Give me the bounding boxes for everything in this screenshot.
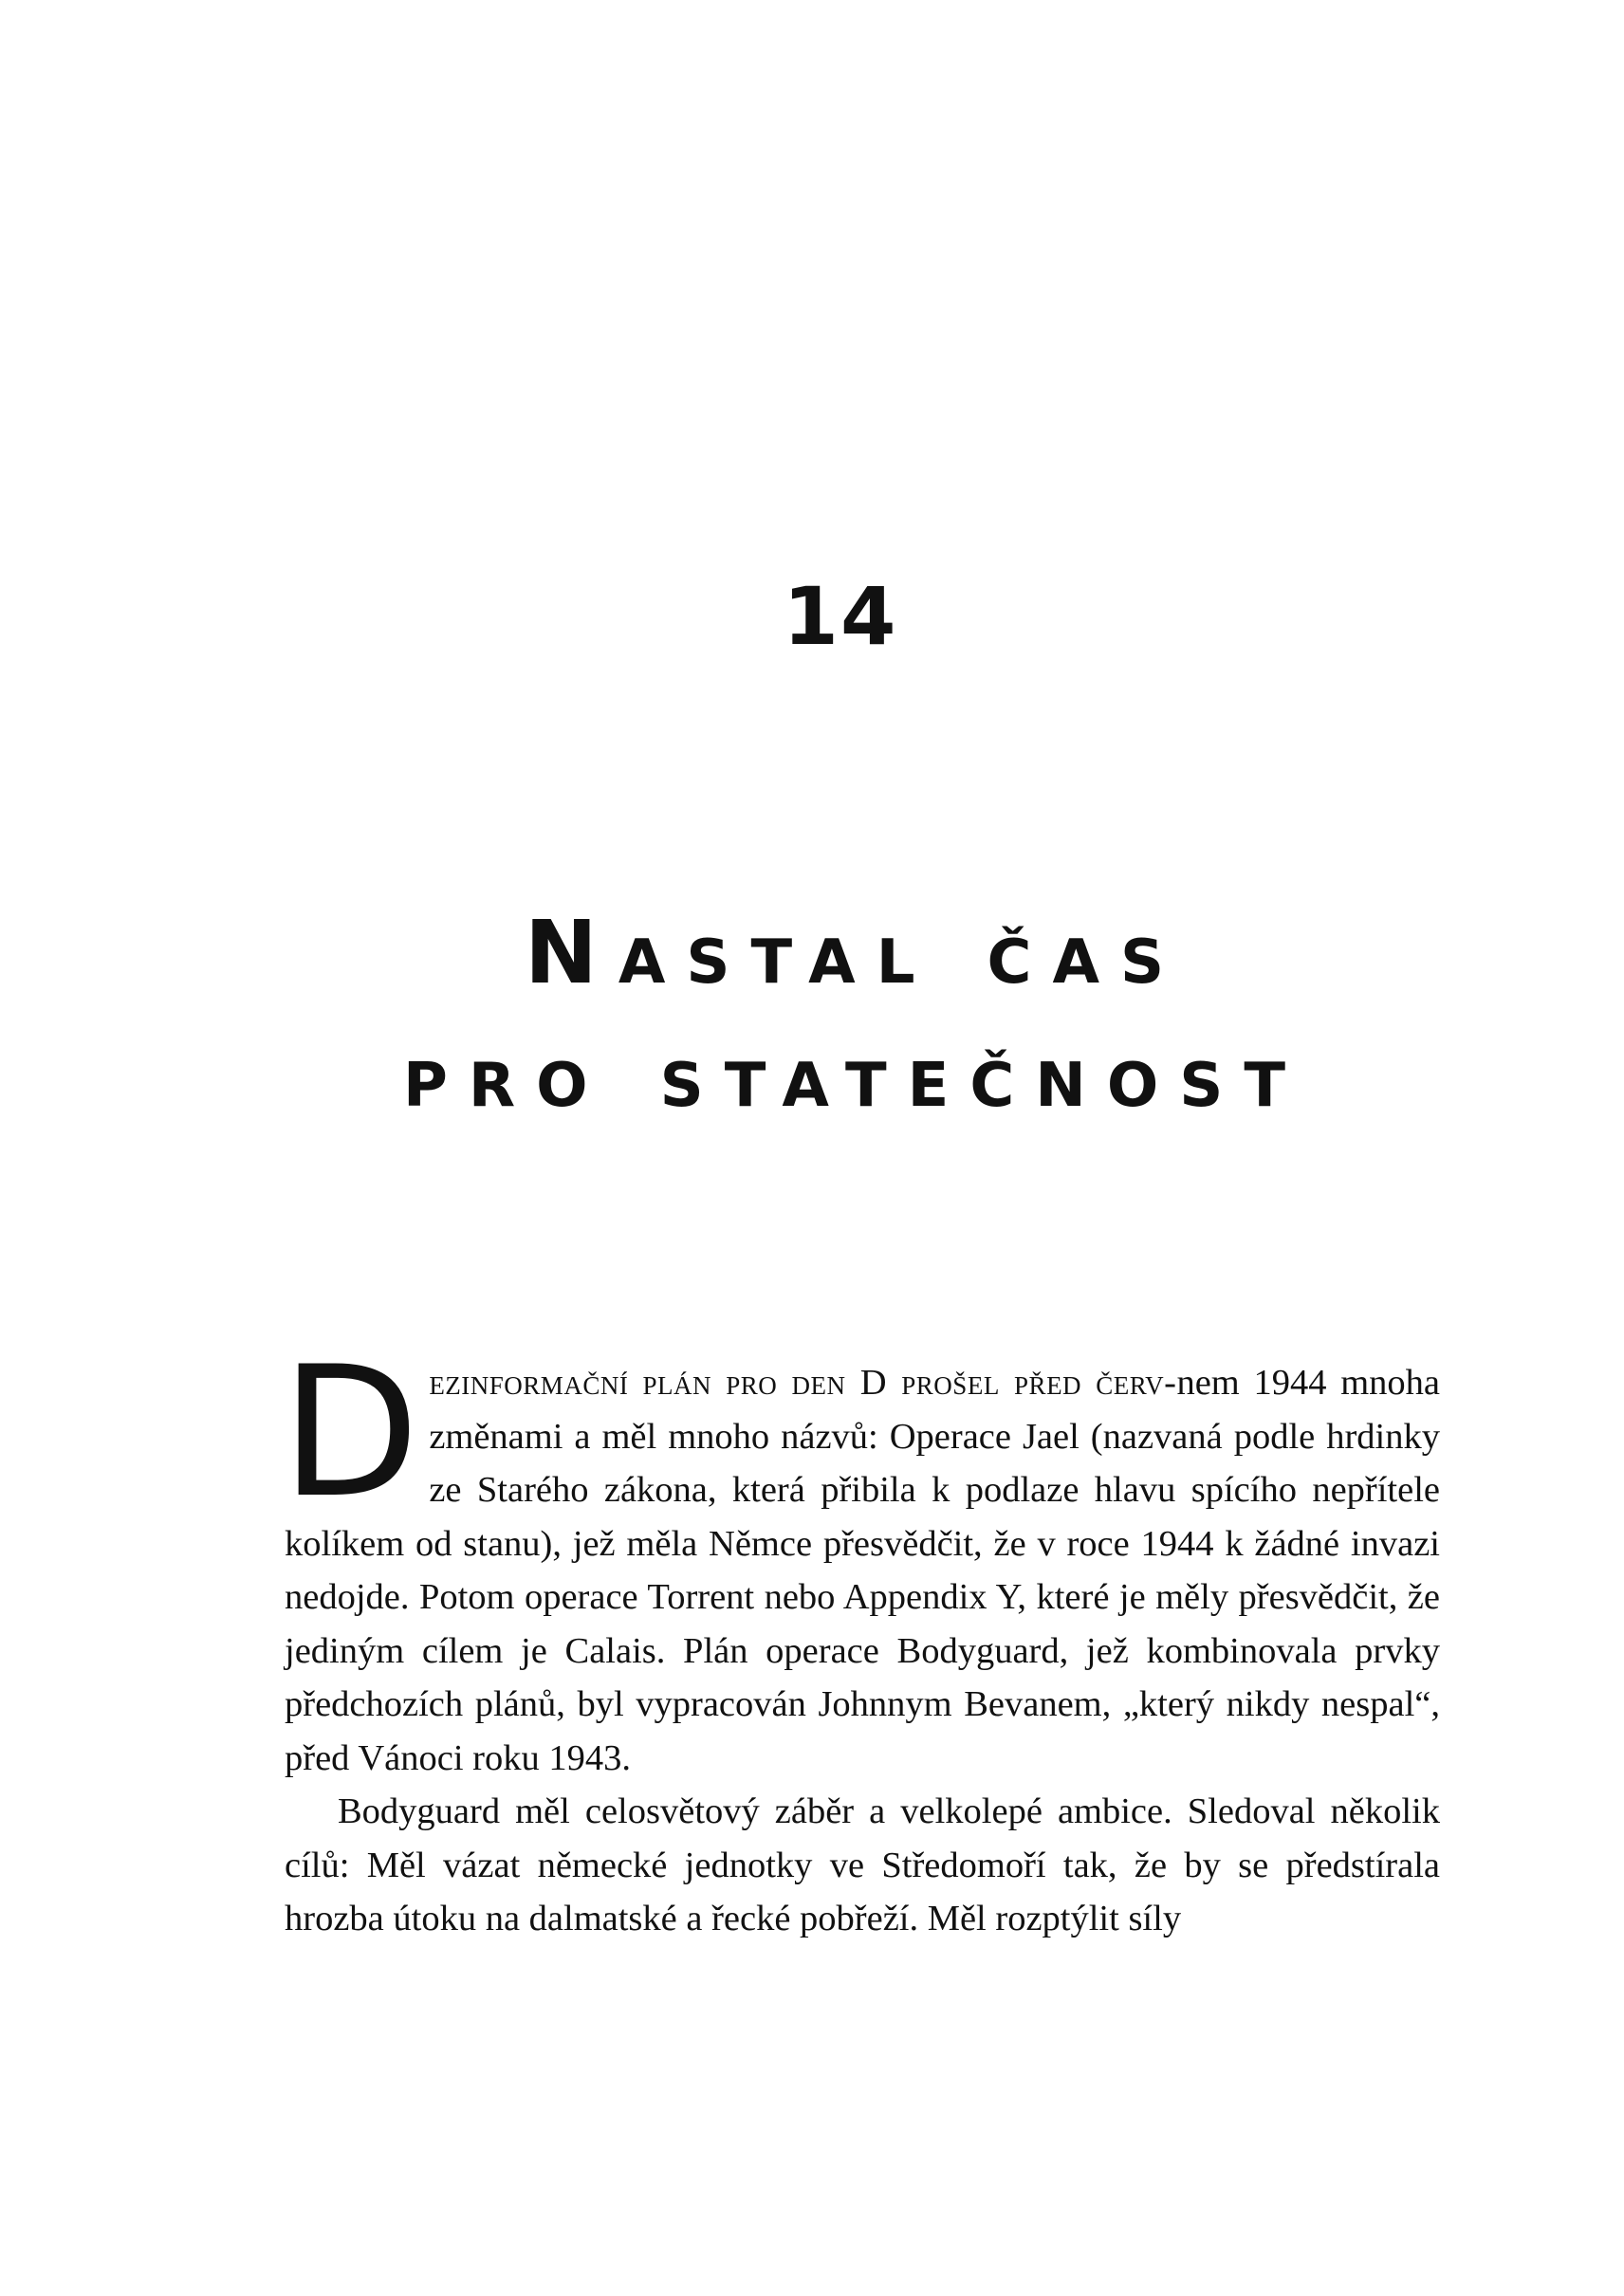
drop-cap: D	[281, 1328, 420, 1537]
chapter-body	[281, 1328, 1440, 1946]
chapter-title	[0, 891, 1624, 1138]
paragraph-1	[281, 1328, 1440, 1785]
chapter-title-line-2: pro statečnost	[402, 1025, 1307, 1127]
chapter-number: 14	[783, 570, 898, 663]
paragraph-lead-in: ezinformační plán pro den D prošel před červ-	[429, 1363, 1177, 1403]
paragraph-2: Bodyguard měl celosvětový záběr a velkolepé ambice. Sledoval několik cílů: Měl vázat německé jednotky ve Středomoří tak, že by se předstírala hrozba útoku na dalmatské a řecké pobřeží. Měl rozptýlit síly	[285, 1791, 1440, 1938]
chapter-title-line-1: Nastal čas	[524, 902, 1186, 1003]
paragraph-1-text: nem 1944 mnoha změnami a měl mnoho názvů: Operace Jael (nazvaná podle hrdinky ze Starého zákona, která přibila k podlaze hlavu spícího nepřítele kolíkem od stanu), jež měla Němce přesvědčit, že v roce 1944 k žádné invazi nedojde. Potom operace Torrent nebo Appendix Y, které je měly přesvědčit, že jediným cílem je Calais. Plán operace Bodyguard, jež kombinovala prvky předchozích plánů, byl vypracován Johnnym Bevanem, „který nikdy nespal“, před Vánoci roku 1943.	[285, 1363, 1440, 1778]
